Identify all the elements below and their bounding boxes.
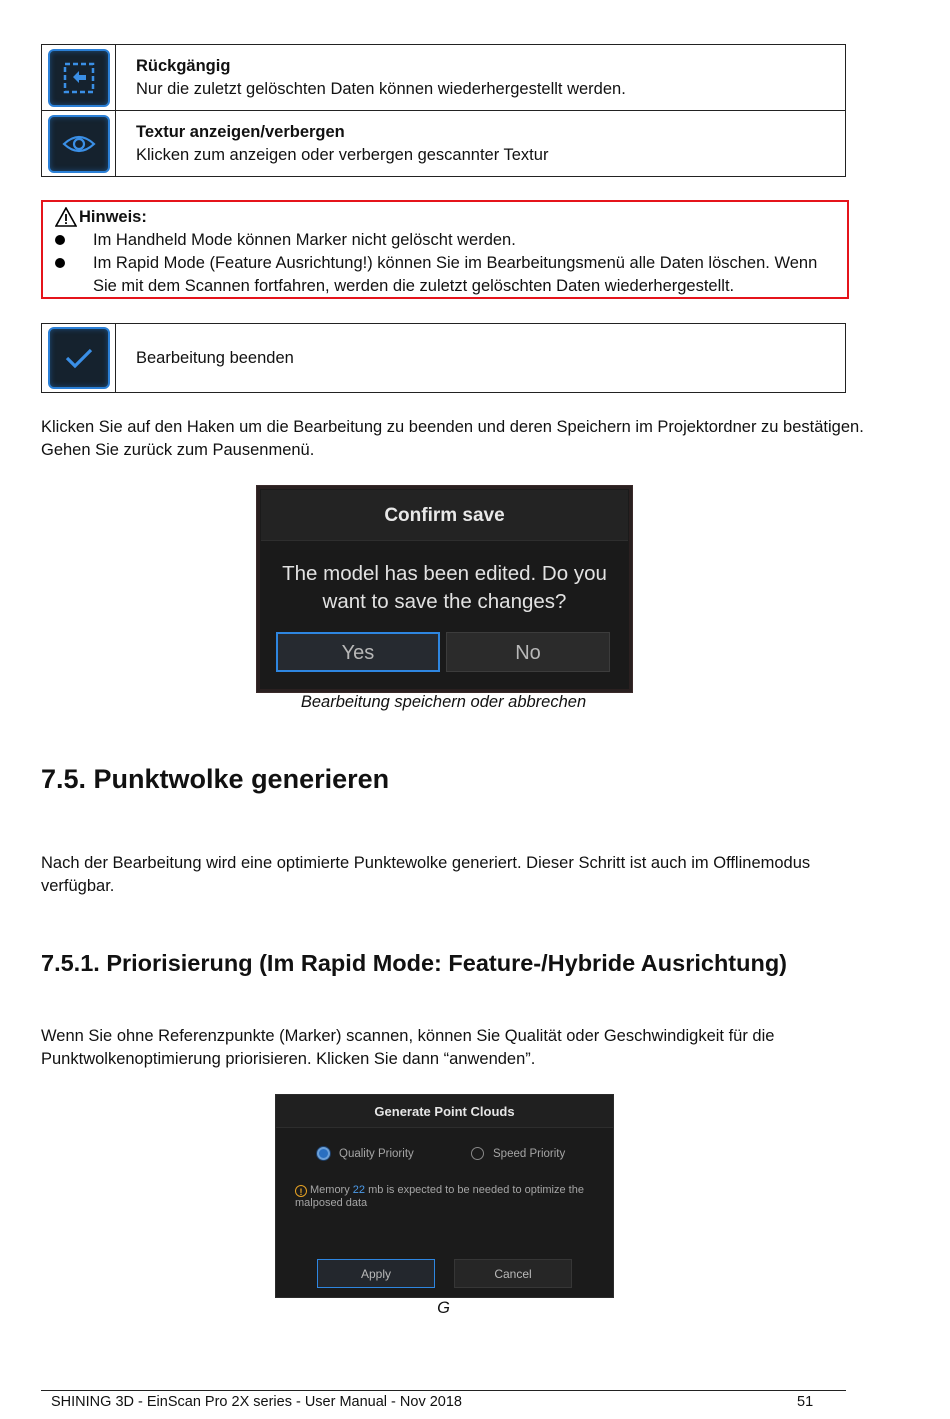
warning-icon xyxy=(55,207,77,227)
table-row xyxy=(42,110,845,176)
note-item-text: Im Rapid Mode (Feature Ausrichtung!) können Sie im Bearbeitungsmenü alle Daten löschen. Wenn Sie mit dem Scannen fortfahren, werden die zuletzt gelöschten Daten wiederhergestellt. xyxy=(93,254,818,295)
apply-button[interactable]: Apply xyxy=(317,1259,435,1288)
subsection-heading: 7.5.1. Priorisierung (Im Rapid Mode: Feature-/Hybride Ausrichtung) xyxy=(41,950,788,976)
texture-title: Textur anzeigen/verbergen xyxy=(136,123,345,141)
memory-value: 22 xyxy=(352,1184,366,1196)
dialog-title: Confirm save xyxy=(261,490,628,541)
list-item xyxy=(93,252,843,298)
warn-suffix: mb is expected to be needed to optimize the malposed data xyxy=(295,1184,584,1209)
warning-icon: ! xyxy=(295,1185,307,1197)
icon-cell xyxy=(42,324,116,392)
footer-divider xyxy=(41,1390,846,1391)
page-number: 51 xyxy=(797,1394,814,1410)
eye-icon xyxy=(48,115,110,173)
finish-table xyxy=(41,323,846,393)
speed-priority-label: Speed Priority xyxy=(493,1147,566,1160)
list-item xyxy=(93,229,843,252)
quality-priority-radio[interactable] xyxy=(317,1147,414,1160)
radio-unselected-icon xyxy=(471,1147,484,1160)
texture-description xyxy=(136,121,548,167)
finish-label: Bearbeitung beenden xyxy=(136,349,294,367)
radio-selected-icon xyxy=(317,1147,330,1160)
icon-cell xyxy=(42,111,116,176)
texture-text: Klicken zum anzeigen oder verbergen gescannter Textur xyxy=(136,146,549,164)
paragraph: Klicken Sie auf den Haken um die Bearbeitung zu beenden und deren Speichern im Projektordner zu bestätigen. Gehen Sie zurück zum Pausenmenü. xyxy=(41,418,864,459)
note-box xyxy=(41,200,849,299)
undo-icon xyxy=(48,49,110,107)
table-row xyxy=(42,324,845,392)
note-header xyxy=(55,206,147,228)
quality-priority-label: Quality Priority xyxy=(339,1147,414,1160)
figure-caption: Bearbeitung speichern oder abbrechen xyxy=(300,693,587,711)
yes-button[interactable]: Yes xyxy=(276,632,440,672)
bullet xyxy=(55,235,65,245)
no-button[interactable]: No xyxy=(446,632,610,672)
memory-warning xyxy=(295,1184,605,1210)
speed-priority-radio[interactable] xyxy=(471,1147,565,1160)
checkmark-icon xyxy=(48,327,110,389)
dialog-title: Generate Point Clouds xyxy=(276,1095,613,1128)
bullet xyxy=(55,258,65,268)
note-item-text: Im Handheld Mode können Marker nicht gelöscht werden. xyxy=(93,231,516,249)
confirm-save-dialog xyxy=(256,485,633,693)
undo-text: Nur die zuletzt gelöschten Daten können wiederhergestellt werden. xyxy=(136,80,626,98)
undo-description xyxy=(136,55,626,101)
table-row xyxy=(42,45,845,110)
note-heading: Hinweis: xyxy=(79,208,147,226)
paragraph: Wenn Sie ohne Referenzpunkte (Marker) scannen, können Sie Qualität oder Geschwindigkeit für die Punktwolkenoptimierung priorisieren. Klicken Sie dann “anwenden”. xyxy=(41,1027,775,1068)
warn-prefix: Memory xyxy=(310,1184,350,1196)
section-heading: 7.5. Punktwolke generieren xyxy=(41,764,390,794)
footer-text: SHINING 3D - EinScan Pro 2X series - User Manual - Nov 2018 xyxy=(51,1394,462,1410)
paragraph: Nach der Bearbeitung wird eine optimierte Punktewolke generiert. Dieser Schritt ist auch im Offlinemodus verfügbar. xyxy=(41,854,811,895)
figure-caption: G xyxy=(437,1299,450,1317)
icon-cell xyxy=(42,45,116,110)
undo-title: Rückgängig xyxy=(136,57,231,75)
dialog-message: The model has been edited. Do you want to save the changes? xyxy=(282,562,607,613)
cancel-button[interactable]: Cancel xyxy=(454,1259,572,1288)
tools-table xyxy=(41,44,846,177)
